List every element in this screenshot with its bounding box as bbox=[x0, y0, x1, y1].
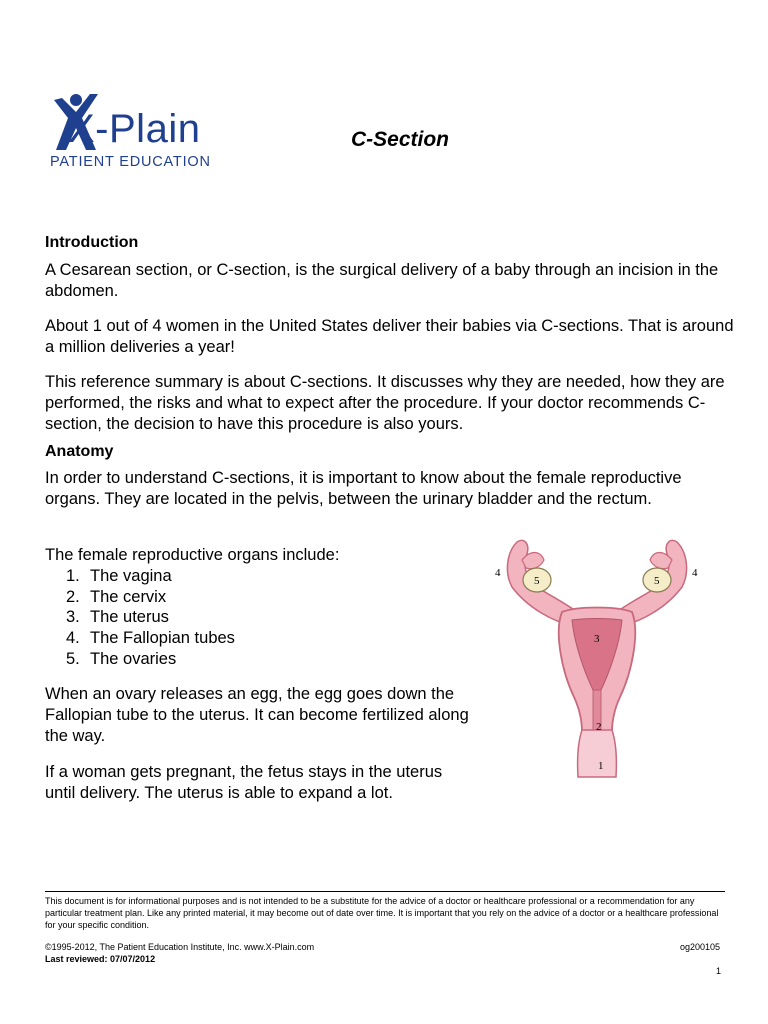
anatomy-paragraph-2 bbox=[45, 684, 475, 747]
anatomy-text-2: When an ovary releases an egg, the egg goes down the Fallopian tube to the uterus. It can become fertilized along the way. bbox=[45, 685, 469, 745]
anatomy-text-3: If a woman gets pregnant, the fetus stays in the uterus until delivery. The uterus is able to expand a lot. bbox=[45, 763, 443, 802]
anatomy-heading: Anatomy bbox=[45, 443, 114, 460]
intro-paragraph-2 bbox=[45, 316, 735, 358]
intro-text-3: This reference summary is about C-sections. It discusses why they are needed, how they are performed, the risks and what to expect after the procedure. If your doctor recommends C-section, the decision to have this procedure is also yours. bbox=[45, 373, 725, 433]
logo-wordmark: X-Plain bbox=[68, 107, 201, 151]
diagram-label-ovary-right: 5 bbox=[654, 575, 660, 587]
intro-paragraph-3 bbox=[45, 372, 735, 435]
diagram-label-uterus: 3 bbox=[594, 633, 600, 645]
organ-list bbox=[66, 566, 235, 670]
diagram-label-ovary-left: 5 bbox=[534, 575, 540, 587]
introduction-heading: Introduction bbox=[45, 234, 139, 251]
list-item: 1. The vagina bbox=[66, 567, 172, 585]
xplain-logo bbox=[48, 92, 228, 177]
logo-subtitle: PATIENT EDUCATION bbox=[50, 154, 211, 170]
anatomy-paragraph-1 bbox=[45, 468, 735, 510]
list-item: 3. The uterus bbox=[66, 608, 169, 627]
intro-text-2: About 1 out of 4 women in the United States deliver their babies via C-sections. That is around a million deliveries a year! bbox=[45, 317, 734, 356]
reproductive-organs-diagram bbox=[482, 532, 712, 782]
document-id: og200105 bbox=[680, 942, 721, 952]
list-item: 2. The cervix bbox=[66, 587, 167, 606]
last-reviewed-text: Last reviewed: 07/07/2012 bbox=[45, 954, 156, 964]
footer-divider bbox=[45, 891, 725, 892]
vagina bbox=[578, 730, 617, 777]
diagram-label-vagina: 1 bbox=[598, 760, 604, 772]
intro-text-1: A Cesarean section, or C-section, is the surgical delivery of a baby through an incision in the abdomen. bbox=[45, 261, 719, 300]
diagram-label-cervix: 2 bbox=[596, 721, 602, 733]
list-item: 5. The ovaries bbox=[66, 649, 177, 668]
anatomy-paragraph-3 bbox=[45, 762, 475, 804]
organ-list-intro: The female reproductive organs include: bbox=[45, 546, 340, 564]
diagram-label-tube-left: 4 bbox=[495, 567, 501, 579]
anatomy-text-1: In order to understand C-sections, it is important to know about the female reproductive organs. They are located in the pelvis, between the urinary bladder and the rectum. bbox=[45, 469, 682, 508]
diagram-label-tube-right: 4 bbox=[692, 567, 698, 579]
page-number: 1 bbox=[716, 966, 722, 976]
disclaimer-text: This document is for informational purposes and is not intended to be a substitute for the advice of a doctor or healthcare professional or a recommendation for any particular treatment plan. Like any printed material, it may become out of date over time. It is important that you rely on the advice of a doctor or a healthcare professional for your specific condition. bbox=[45, 896, 719, 930]
copyright-text: ©1995-2012, The Patient Education Institute, Inc. www.X-Plain.com bbox=[45, 942, 315, 952]
intro-paragraph-1 bbox=[45, 260, 735, 302]
document-title: C-Section bbox=[351, 128, 450, 151]
list-item: 4. The Fallopian tubes bbox=[66, 629, 235, 648]
